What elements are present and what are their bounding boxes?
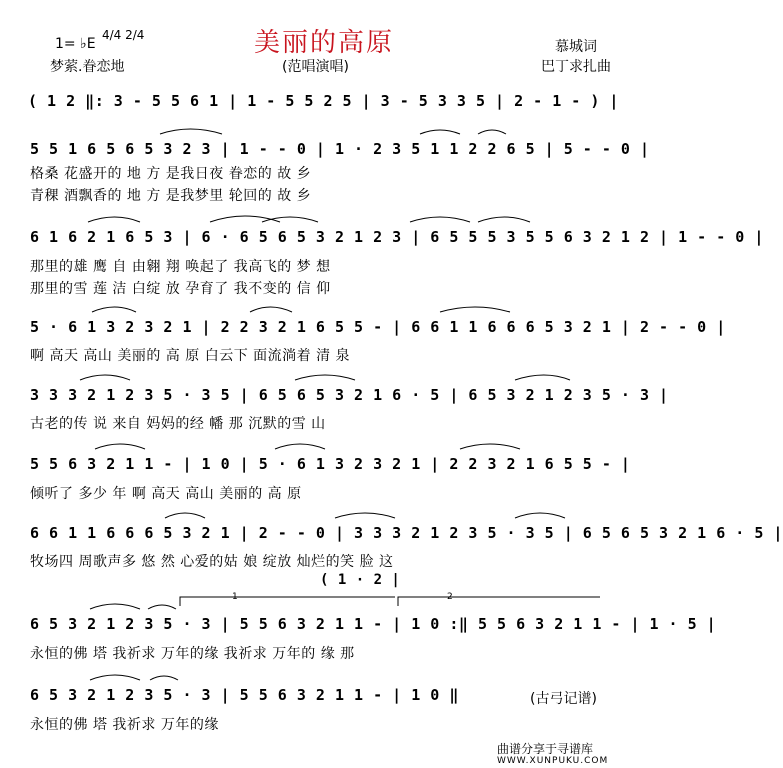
staff-line-1-notes: ( 1 2 ‖: 3 - 5 5 6 1 | 1 - 5 5 2 5 | 3 - 5 3 3 5 | 2 - 1 - ) | xyxy=(28,92,619,110)
staff-line-3-notes: 6 1 6 2 1 6 5 3 | 6 · 6 5 6 5 3 2 1 2 3 | 6 5 5 5 3 5 5 6 3 2 1 2 | 1 - - 0 | xyxy=(30,228,764,246)
slur-mark xyxy=(335,513,395,518)
slur-mark xyxy=(150,676,178,680)
slur-mark xyxy=(165,513,205,518)
volta-2-label: 2 xyxy=(447,592,453,602)
slur-mark xyxy=(478,130,506,134)
slur-mark xyxy=(515,513,565,518)
slur-mark xyxy=(88,217,140,222)
slur-mark xyxy=(440,307,510,312)
slur-mark xyxy=(478,217,530,222)
staff-line-7-lyrics: 牧场四 周歌声多 悠 然 心爱的姑 娘 绽放 灿烂的笑 脸 这 xyxy=(30,554,394,570)
slur-mark xyxy=(460,444,520,449)
version-note: (范唱演唱) xyxy=(282,59,349,75)
slur-mark xyxy=(92,307,136,312)
lyricist-credit: 慕城词 xyxy=(555,39,597,55)
staff-line-8-notes: 6 5 3 2 1 2 3 5 · 3 | 5 5 6 3 2 1 1 - | 1 0 :‖ 5 5 6 3 2 1 1 - | 1 · 5 | xyxy=(30,615,717,633)
staff-line-5-notes: 3 3 3 2 1 2 3 5 · 3 5 | 6 5 6 5 3 2 1 6 · 5 | 6 5 3 2 1 2 3 5 · 3 | xyxy=(30,386,669,404)
staff-line-2-notes: 5 5 1 6 5 6 5 3 2 3 | 1 - - 0 | 1 · 2 3 5 1 1 2 2 6 5 | 5 - - 0 | xyxy=(30,140,650,158)
singer-credit: 梦萦.眷恋地 xyxy=(50,59,125,75)
time-signature-text: 4/4 2/4 xyxy=(102,28,145,42)
staff-line-4-lyrics: 啊 高天 高山 美丽的 高 原 白云下 面流淌着 清 泉 xyxy=(30,348,351,364)
slur-mark xyxy=(410,217,470,222)
slur-mark xyxy=(80,375,130,380)
staff-line-2-lyrics-1: 格桑 花盛开的 地 方 是我日夜 眷恋的 故 乡 xyxy=(30,166,312,182)
staff-line-9-lyrics: 永恒的佛 塔 我祈求 万年的缘 xyxy=(30,717,219,733)
share-footer: 曲谱分享于寻谱库 xyxy=(497,742,594,756)
staff-line-6-lyrics: 倾听了 多少 年 啊 高天 高山 美丽的 高 原 xyxy=(30,486,302,502)
slur-mark xyxy=(148,605,176,609)
staff-line-8-lyrics: 永恒的佛 塔 我祈求 万年的缘 我祈求 万年的 缘 那 xyxy=(30,646,355,662)
slur-mark xyxy=(262,217,318,222)
staff-line-9-notes: 6 5 3 2 1 2 3 5 · 3 | 5 5 6 3 2 1 1 - | 1 0 ‖ xyxy=(30,686,459,704)
slur-mark xyxy=(160,129,222,134)
slur-mark xyxy=(250,307,292,312)
staff-line-2-lyrics-2: 青稞 酒飘香的 地 方 是我梦里 轮回的 故 乡 xyxy=(30,188,312,204)
volta-1-label: 1 xyxy=(232,592,238,602)
notation-credit: (古弓记谱) xyxy=(530,691,597,707)
slur-mark xyxy=(90,604,140,609)
slur-mark xyxy=(515,375,570,380)
staff-line-3-lyrics-2: 那里的雪 莲 洁 白绽 放 孕育了 我不变的 信 仰 xyxy=(30,281,331,297)
volta-2-bracket xyxy=(398,597,600,606)
song-title: 美丽的高原 xyxy=(253,28,394,58)
staff-line-3-lyrics-1: 那里的雄 鹰 自 由翱 翔 唤起了 我高飞的 梦 想 xyxy=(30,259,331,275)
key-signature: 1= ♭E xyxy=(55,36,96,52)
staff-line-7-notes: 6 6 1 1 6 6 6 5 3 2 1 | 2 - - 0 | 3 3 3 2 1 2 3 5 · 3 5 | 6 5 6 5 3 2 1 6 · 5 | xyxy=(30,524,783,542)
volta-1-bracket xyxy=(180,597,395,606)
slur-mark xyxy=(90,675,140,680)
slur-mark xyxy=(210,216,280,222)
staff-line-4-notes: 5 · 6 1 3 2 3 2 1 | 2 2 3 2 1 6 5 5 - | 6 6 1 1 6 6 6 5 3 2 1 | 2 - - 0 | xyxy=(30,318,726,336)
slur-mark xyxy=(275,444,325,449)
repeat-pickup-notes: ( 1 · 2 | xyxy=(320,572,401,588)
staff-line-5-lyrics: 古老的传 说 来自 妈妈的经 幡 那 沉默的雪 山 xyxy=(30,416,326,432)
staff-line-6-notes: 5 5 6 3 2 1 1 - | 1 0 | 5 · 6 1 3 2 3 2 1 | 2 2 3 2 1 6 5 5 - | xyxy=(30,455,631,473)
site-footer: WWW.XUNPUKU.COM xyxy=(497,756,609,766)
composer-credit: 巴丁求扎曲 xyxy=(541,59,611,75)
slur-mark xyxy=(295,375,355,380)
slur-mark xyxy=(420,130,460,134)
slur-mark xyxy=(95,444,145,449)
